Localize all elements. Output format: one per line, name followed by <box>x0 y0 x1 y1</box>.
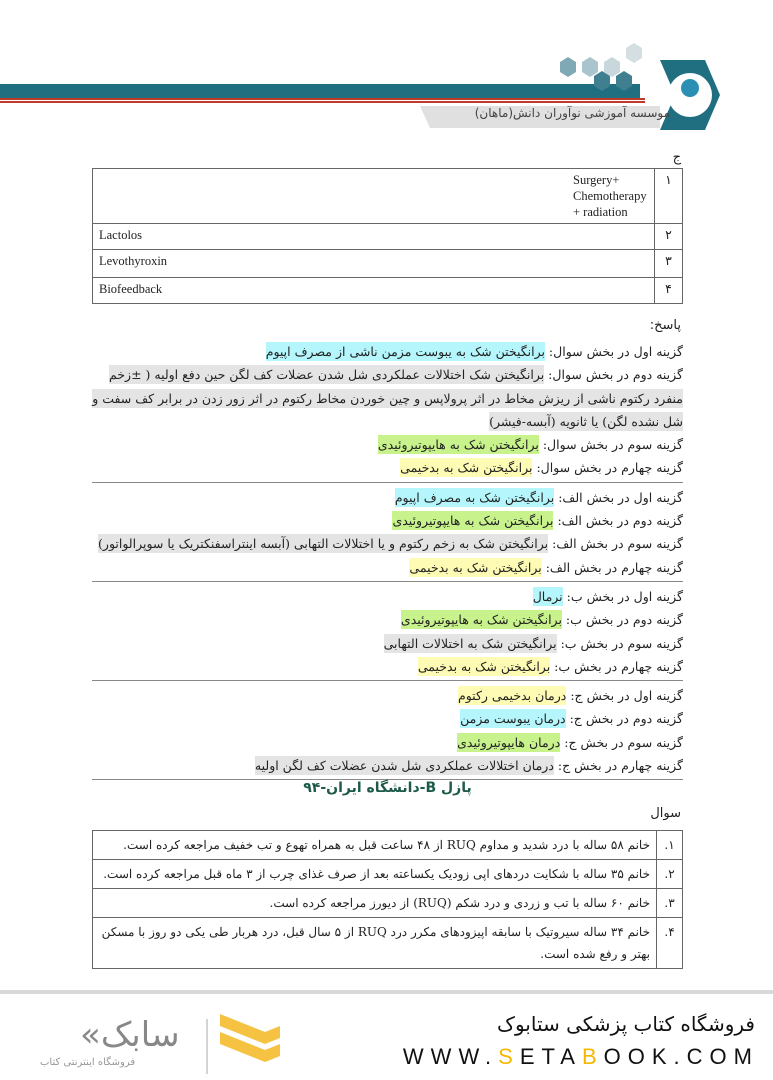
answer-group <box>92 486 683 579</box>
question-text: خانم ۶۰ ساله با تب و زردی و درد شکم (RUQ) از دیورز مراجعه کرده است. <box>93 889 657 918</box>
answer-highlight: برانگیختن شک به زخم رکتوم و یا اختلالات التهابی (آبسه اینتراسفنکتریک یا سوپرالواتور) <box>98 536 549 552</box>
section-label: ج <box>672 150 681 165</box>
answer-prefix: گزینه اول در بخش ج: <box>566 688 683 704</box>
answer-prefix: گزینه اول در بخش الف: <box>554 489 683 505</box>
option-row <box>93 250 683 278</box>
answer-prefix: گزینه چهارم در بخش سوال: <box>532 460 683 476</box>
answer-highlight: نرمال <box>532 588 563 604</box>
answer-highlight: درمان اختلالات عملکردی شل شدن عضلات کف لگن اولیه <box>254 758 554 774</box>
question-number: ۱. <box>657 831 683 860</box>
question-row <box>93 889 683 918</box>
answer-group <box>92 340 683 480</box>
question-number: ۲. <box>657 860 683 889</box>
store-url[interactable]: WWW.SETABOOK.COM <box>402 1044 759 1069</box>
answer-highlight: درمان هایپوتیروئیدی <box>457 734 561 750</box>
answer-line <box>92 340 683 363</box>
answer-prefix: گزینه اول در بخش سوال: <box>544 344 683 359</box>
answer-line <box>92 707 683 730</box>
options-table <box>92 168 683 304</box>
answer-line <box>92 655 683 678</box>
answer-highlight: برانگیختن شک به بدخیمی <box>409 559 542 575</box>
option-value: Biofeedback <box>93 278 655 304</box>
answer-highlight: برانگیختن شک اختلالات عملکردی شل شدن عضلات کف لگن حین دفع اولیه ( ±زخم منفرد رکتوم ناشی از ریزش مخاط در اثر پرولاپس و چین خوردن مخاط رکتوم در اثر زور زدن در برابر کف سفت و شل نشده لگن) یا ثانویه (آبسه-فیشر) <box>92 367 683 429</box>
answer-line <box>92 486 683 509</box>
question-number: ۳. <box>657 889 683 918</box>
answer-prefix: گزینه چهارم در بخش الف: <box>541 559 683 575</box>
answer-highlight: برانگیختن شک به مصرف اپیوم <box>394 489 555 505</box>
question-row <box>93 831 683 860</box>
answer-line <box>92 509 683 532</box>
answer-line <box>92 433 683 456</box>
answer-highlight: برانگیختن شک به بدخیمی <box>400 460 533 476</box>
answer-highlight: برانگیختن شک به یبوست مزمن ناشی از مصرف اپیوم <box>265 344 545 359</box>
answer-label: پاسخ: <box>649 318 681 333</box>
option-row <box>93 169 683 224</box>
question-row <box>93 860 683 889</box>
answer-highlight: برانگیختن شک به اختلالات التهابی <box>383 635 557 651</box>
answer-line <box>92 585 683 608</box>
option-number: ۲ <box>655 224 683 250</box>
answer-highlight: برانگیختن شک به هایپوتیروئیدی <box>377 437 539 453</box>
logo-subtitle: فروشگاه اینترنتی کتاب <box>40 1057 136 1068</box>
answer-highlight: درمان بدخیمی رکتوم <box>457 688 567 704</box>
answer-line <box>92 608 683 631</box>
questions-table <box>92 830 683 969</box>
question-number: ۴. <box>657 918 683 969</box>
answer-prefix: گزینه دوم در بخش ب: <box>561 612 683 628</box>
question-label: سوال <box>650 806 681 821</box>
answer-prefix: گزینه سوم در بخش سوال: <box>538 437 683 453</box>
divider <box>92 680 683 681</box>
divider <box>92 482 683 483</box>
option-row <box>93 224 683 250</box>
option-value: Surgery+ Chemotherapy + radiation <box>93 169 655 224</box>
question-text: خانم ۳۴ ساله سیروتیک با سابقه اپیزودهای مکرر درد RUQ از ۵ سال قبل، درد هربار طی یکی دو روز با مسکن بهتر و رفع شده است. <box>93 918 657 969</box>
divider <box>92 581 683 582</box>
option-row <box>93 278 683 304</box>
option-number: ۱ <box>655 169 683 224</box>
question-text: خانم ۵۸ ساله با درد شدید و مداوم RUQ از ۴۸ ساعت قبل به همراه تهوع و تب خفیف مراجعه کرده است. <box>93 831 657 860</box>
question-row <box>93 918 683 969</box>
answer-prefix: گزینه سوم در بخش الف: <box>548 536 683 552</box>
question-text: خانم ۳۵ ساله با شکایت دردهای اپی زودیک یکساعته بعد از صرف غذای چرب از ۳ ماه قبل مراجعه کرده است. <box>93 860 657 889</box>
answer-highlight: درمان یبوست مزمن <box>460 711 566 727</box>
answer-line <box>92 632 683 655</box>
answer-line <box>92 456 683 479</box>
answer-line <box>92 731 683 754</box>
answer-line <box>92 532 683 555</box>
answer-line <box>92 754 683 777</box>
answer-highlight: برانگیختن شک به هایپوتیروئیدی <box>392 513 554 529</box>
puzzle-title: پازل B-دانشگاه ایران-۹۴ <box>303 780 472 796</box>
answer-group <box>92 684 683 777</box>
option-number: ۳ <box>655 250 683 278</box>
answer-prefix: گزینه چهارم در بخش ج: <box>553 758 683 774</box>
option-number: ۴ <box>655 278 683 304</box>
answer-line <box>92 363 683 433</box>
answer-prefix: گزینه دوم در بخش ج: <box>565 711 683 727</box>
footer-banner <box>0 990 773 1080</box>
answer-prefix: گزینه سوم در بخش ج: <box>560 734 683 750</box>
institute-name: موسسه آموزشی نوآوران دانش(ماهان) <box>474 106 670 120</box>
answer-section <box>92 340 683 783</box>
page-header <box>0 0 773 140</box>
answer-prefix: گزینه دوم در بخش سوال: <box>544 367 683 383</box>
option-value: Lactolos <box>93 224 655 250</box>
answer-line <box>92 556 683 579</box>
answer-highlight: برانگیختن شک به هایپوتیروئیدی <box>400 612 562 628</box>
answer-line <box>92 684 683 707</box>
answer-highlight: برانگیختن شک به بدخیمی <box>417 658 551 674</box>
svg-text:«سابک: «سابک <box>80 1015 180 1055</box>
answer-group <box>92 585 683 678</box>
answer-prefix: گزینه اول در بخش ب: <box>562 588 683 604</box>
answer-prefix: گزینه دوم در بخش الف: <box>553 513 683 529</box>
answer-prefix: گزینه چهارم در بخش ب: <box>550 658 683 674</box>
answer-prefix: گزینه سوم در بخش ب: <box>556 635 683 651</box>
option-value: Levothyroxin <box>93 250 655 278</box>
store-name: فروشگاه کتاب پزشکی ستابوک <box>497 1012 755 1036</box>
